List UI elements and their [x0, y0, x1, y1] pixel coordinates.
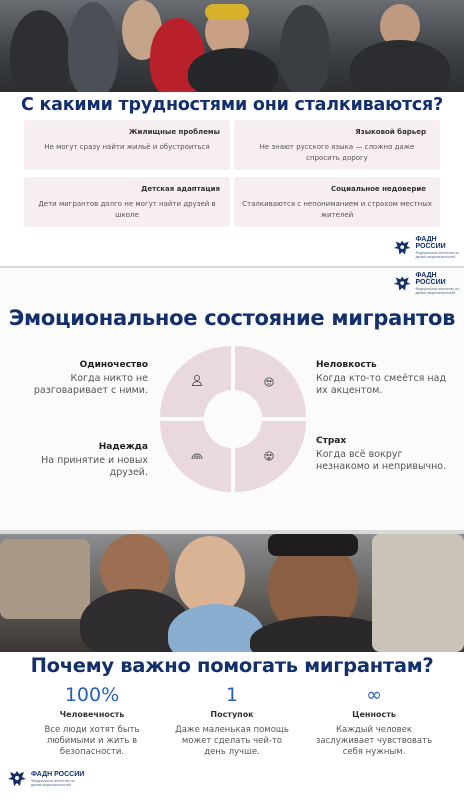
emotion-hope [8, 442, 148, 479]
crowd-photo [0, 0, 464, 92]
card-text: Не знают русского языка — сложно даже спросить дорогу [259, 143, 415, 162]
emotion-awkwardness [316, 360, 456, 397]
emotion-text: Когда всё вокруг незнакомо и непривычно. [316, 449, 447, 472]
eagle-emblem-icon [392, 237, 412, 259]
stat-value: 1 [225, 684, 239, 706]
card-text: Не могут сразу найти жильё и обустроиться [44, 143, 210, 151]
logo-subtitle: Федеральное агентство по делам национальностей [415, 287, 460, 295]
stat-text: Все люди хотят быть любимыми и жить в безопасности. [44, 725, 140, 757]
slide-emotions [0, 268, 464, 530]
logo-subtitle: Федеральное агентство по делам национальностей [31, 779, 75, 787]
emotion-ring [160, 346, 306, 492]
slide-why-help [0, 534, 464, 800]
stat-label: Поступок [210, 710, 254, 719]
logo-subtitle: Федеральное агентство по делам национальностей [415, 251, 460, 259]
stat-value: ∞ [366, 684, 382, 706]
emotions-title: Эмоциональное состояние мигрантов [8, 306, 456, 330]
emotion-loneliness [8, 360, 148, 397]
emotion-text: Когда кто-то смеётся над их акцентом. [316, 373, 447, 396]
ring-segments [160, 346, 306, 492]
card-title: Жилищные проблемы [128, 128, 220, 136]
emotion-text: На принятие и новых друзей. [41, 455, 148, 478]
stat-label: Ценность [352, 710, 396, 719]
stat-text: Даже маленькая помощь может сделать чей-то день лучше. [175, 725, 289, 757]
emotion-fear [316, 436, 456, 473]
logo-name: ФАДН РОССИИ [31, 771, 85, 778]
card-title: Социальное недоверие [330, 185, 426, 193]
emotion-title: Неловкость [316, 360, 377, 370]
stat-humanity [32, 684, 152, 758]
card-children [24, 177, 230, 227]
smiling-people-photo [0, 534, 464, 652]
slide-difficulties [0, 0, 464, 266]
fadn-logo [392, 236, 464, 259]
card-title: Детская адаптация [141, 185, 220, 193]
stat-value-worth [314, 684, 434, 758]
card-language [234, 120, 440, 170]
card-text: Сталкиваются с непониманием и страхом местных жителей [242, 200, 432, 219]
logo-name: ФАДН РОССИИ [415, 236, 446, 250]
card-housing [24, 120, 230, 170]
fadn-logo [392, 272, 464, 295]
stat-text: Каждый человек заслуживает чувствовать себя нужным. [315, 725, 433, 757]
fadn-logo [6, 768, 84, 790]
card-distrust [234, 177, 440, 227]
emotion-text: Когда никто не разговаривает с ними. [33, 373, 148, 396]
ring-segment-bottom-right [235, 421, 306, 492]
difficulties-title: С какими трудностями они сталкиваются? [20, 95, 444, 115]
card-title: Языковой барьер [355, 128, 426, 136]
logo-name: ФАДН РОССИИ [415, 272, 446, 286]
stat-value: 100% [64, 684, 120, 706]
stat-action [172, 684, 292, 758]
eagle-emblem-icon [392, 273, 412, 295]
stat-label: Человечность [59, 710, 125, 719]
emotion-title: Страх [316, 436, 347, 446]
emotion-title: Надежда [98, 442, 148, 452]
eagle-emblem-icon [6, 768, 28, 790]
why-help-title: Почему важно помогать мигрантам? [30, 654, 434, 677]
emotion-title: Одиночество [79, 360, 148, 370]
card-text: Дети мигрантов долго не могут найти друзей в школе [38, 200, 216, 219]
